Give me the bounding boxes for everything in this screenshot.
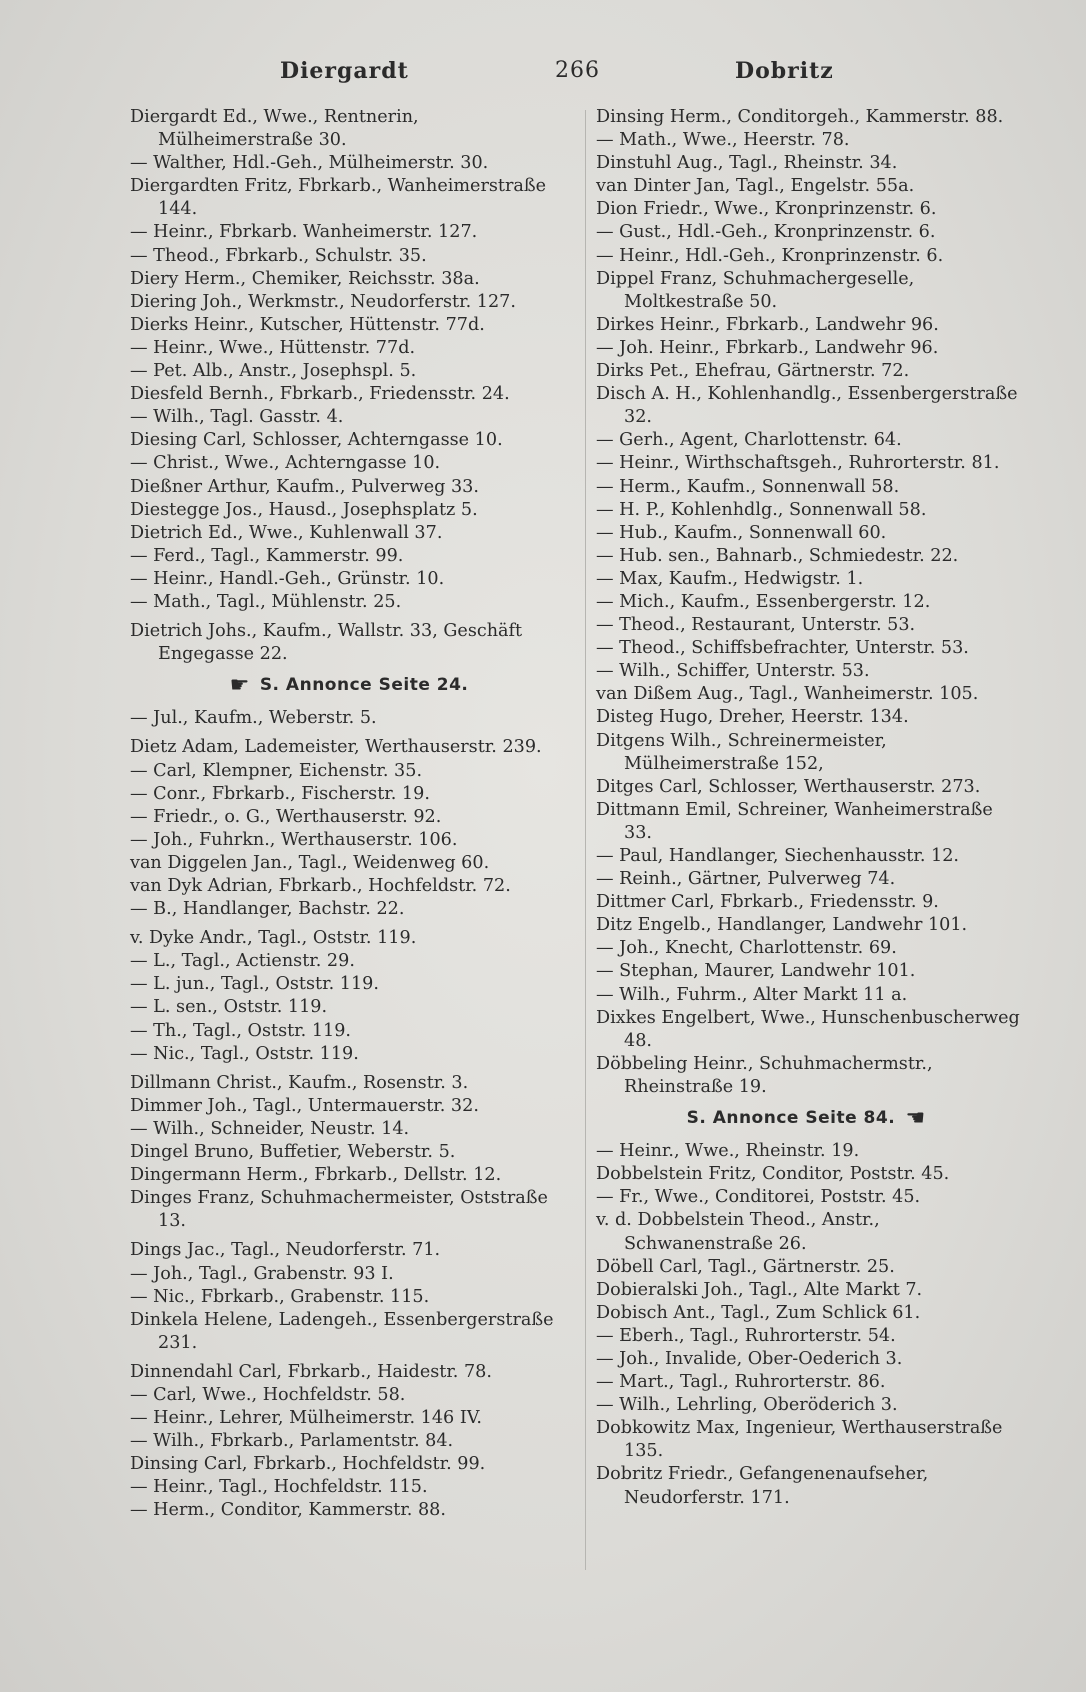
- directory-entry: Dinkela Helene, Ladengeh., Essenbergerstraße 231.: [130, 1309, 554, 1353]
- header-left-keyword: Diergardt: [280, 58, 409, 84]
- directory-entry: van Diggelen Jan., Tagl., Weidenweg 60.: [130, 852, 490, 873]
- page-header: [130, 58, 1026, 98]
- directory-entry: — Gust., Hdl.-Geh., Kronprinzenstr. 6.: [596, 222, 936, 243]
- directory-entry: — Gerh., Agent, Charlottenstr. 64.: [596, 430, 902, 451]
- directory-entry: — Heinr., Hdl.-Geh., Kronprinzenstr. 6.: [596, 245, 944, 266]
- directory-entry: Dixkes Engelbert, Wwe., Hunschenbuscherweg 48.: [596, 1007, 1020, 1051]
- annonce-reference: [596, 1107, 1026, 1130]
- directory-entry: Diesing Carl, Schlosser, Achterngasse 10.: [130, 430, 503, 451]
- directory-entry: — Herm., Kaufm., Sonnenwall 58.: [596, 476, 900, 497]
- directory-entry: Dobieralski Joh., Tagl., Alte Markt 7.: [596, 1279, 923, 1300]
- directory-entry: Diesfeld Bernh., Fbrkarb., Friedensstr. 24.: [130, 384, 510, 405]
- directory-entry: — Eberh., Tagl., Ruhrorterstr. 54.: [596, 1325, 896, 1346]
- directory-entry: Dingermann Herm., Fbrkarb., Dellstr. 12.: [130, 1165, 502, 1186]
- directory-entry: Diery Herm., Chemiker, Reichsstr. 38a.: [130, 268, 480, 289]
- directory-entry: — L., Tagl., Actienstr. 29.: [130, 951, 355, 972]
- directory-entry: — Jul., Kaufm., Weberstr. 5.: [130, 708, 377, 729]
- directory-entry: Dingel Bruno, Buffetier, Weberstr. 5.: [130, 1142, 456, 1163]
- directory-entry: Dietrich Johs., Kaufm., Wallstr. 33, Geschäft Engegasse 22.: [130, 621, 523, 665]
- directory-entry: Dimmer Joh., Tagl., Untermauerstr. 32.: [130, 1095, 479, 1116]
- directory-entry: — Joh., Tagl., Grabenstr. 93 I.: [130, 1263, 394, 1284]
- directory-entry: — Herm., Conditor, Kammerstr. 88.: [130, 1500, 446, 1521]
- directory-entry: — Heinr., Fbrkarb. Wanheimerstr. 127.: [130, 222, 478, 243]
- directory-entry: — L. jun., Tagl., Oststr. 119.: [130, 974, 379, 995]
- directory-entry: — Mich., Kaufm., Essenbergerstr. 12.: [596, 591, 931, 612]
- directory-entry: — H. P., Kohlenhdlg., Sonnenwall 58.: [596, 499, 927, 520]
- directory-entry: — Math., Tagl., Mühlenstr. 25.: [130, 591, 402, 612]
- annonce-reference: [130, 674, 558, 697]
- directory-entry: — Carl, Klempner, Eichenstr. 35.: [130, 760, 423, 781]
- directory-entry: Dobisch Ant., Tagl., Zum Schlick 61.: [596, 1302, 921, 1323]
- directory-entry: — Stephan, Maurer, Landwehr 101.: [596, 961, 916, 982]
- directory-entry: v. d. Dobbelstein Theod., Anstr., Schwanenstraße 26.: [596, 1210, 880, 1254]
- directory-entry: — L. sen., Oststr. 119.: [130, 997, 328, 1018]
- directory-entry: — Theod., Schiffsbefrachter, Unterstr. 53.: [596, 638, 969, 659]
- pointing-hand-icon: ☛: [229, 673, 250, 699]
- directory-entry: — Joh., Fuhrkn., Werthauserstr. 106.: [130, 829, 458, 850]
- pointing-hand-icon: ☛: [905, 1106, 926, 1132]
- directory-entry: Ditges Carl, Schlosser, Werthauserstr. 273.: [596, 776, 981, 797]
- right-column: [596, 106, 1026, 1510]
- column-divider: [585, 110, 586, 1570]
- directory-entry: — Heinr., Lehrer, Mülheimerstr. 146 IV.: [130, 1408, 483, 1429]
- directory-entry: — Wilh., Schneider, Neustr. 14.: [130, 1118, 410, 1139]
- directory-entry: Döbbeling Heinr., Schuhmachermstr., Rheinstraße 19.: [596, 1053, 933, 1097]
- directory-entry: — B., Handlanger, Bachstr. 22.: [130, 899, 405, 920]
- directory-entry: — Wilh., Schiffer, Unterstr. 53.: [596, 661, 870, 682]
- directory-entry: — Heinr., Handl.-Geh., Grünstr. 10.: [130, 568, 445, 589]
- directory-entry: Diergardten Fritz, Fbrkarb., Wanheimerstraße 144.: [130, 176, 547, 220]
- directory-entry: — Heinr., Tagl., Hochfeldstr. 115.: [130, 1477, 428, 1498]
- directory-entry: Dippel Franz, Schuhmachergeselle, Moltkestraße 50.: [596, 268, 915, 312]
- directory-entry: — Walther, Hdl.-Geh., Mülheimerstr. 30.: [130, 153, 489, 174]
- directory-entry: — Wilh., Lehrling, Oberöderich 3.: [596, 1395, 898, 1416]
- directory-entry: — Theod., Restaurant, Unterstr. 53.: [596, 615, 916, 636]
- directory-entry: Dirkes Heinr., Fbrkarb., Landwehr 96.: [596, 314, 939, 335]
- directory-entry: — Carl, Wwe., Hochfeldstr. 58.: [130, 1384, 406, 1405]
- directory-entry: Dinges Franz, Schuhmachermeister, Oststraße 13.: [130, 1188, 548, 1232]
- directory-entry: Dinsing Carl, Fbrkarb., Hochfeldstr. 99.: [130, 1454, 486, 1475]
- directory-entry: Dobbelstein Fritz, Conditor, Poststr. 45.: [596, 1164, 950, 1185]
- directory-entry: — Hub. sen., Bahnarb., Schmiedestr. 22.: [596, 545, 959, 566]
- directory-entry: v. Dyke Andr., Tagl., Oststr. 119.: [130, 928, 417, 949]
- directory-entry: — Wilh., Fuhrm., Alter Markt 11 a.: [596, 984, 908, 1005]
- directory-entry: Dinstuhl Aug., Tagl., Rheinstr. 34.: [596, 153, 898, 174]
- directory-entry: — Paul, Handlanger, Siechenhausstr. 12.: [596, 846, 960, 866]
- directory-entry: — Joh., Invalide, Ober-Oederich 3.: [596, 1348, 903, 1369]
- directory-entry: Dittmann Emil, Schreiner, Wanheimerstraße 33.: [596, 799, 993, 843]
- directory-entry: — Fr., Wwe., Conditorei, Poststr. 45.: [596, 1187, 921, 1208]
- annonce-text: S. Annonce Seite 84.: [686, 1108, 896, 1129]
- directory-entry: — Joh. Heinr., Fbrkarb., Landwehr 96.: [596, 337, 939, 358]
- directory-entry: Diering Joh., Werkmstr., Neudorferstr. 127.: [130, 291, 516, 312]
- directory-entry: — Theod., Fbrkarb., Schulstr. 35.: [130, 245, 427, 266]
- directory-entry: — Wilh., Fbrkarb., Parlamentstr. 84.: [130, 1431, 454, 1452]
- directory-entry: — Heinr., Wirthschaftsgeh., Ruhrorterstr. 81.: [596, 453, 1000, 474]
- directory-entry: van Dinter Jan, Tagl., Engelstr. 55a.: [596, 176, 915, 197]
- page-number: 266: [555, 58, 600, 83]
- directory-entry: — Heinr., Wwe., Rheinstr. 19.: [596, 1141, 860, 1162]
- directory-entry: Dobkowitz Max, Ingenieur, Werthauserstraße 135.: [596, 1418, 1003, 1462]
- directory-entry: — Friedr., o. G., Werthauserstr. 92.: [130, 806, 442, 827]
- directory-entry: van Dißem Aug., Tagl., Wanheimerstr. 105.: [596, 684, 979, 705]
- directory-entry: — Wilh., Tagl. Gasstr. 4.: [130, 407, 344, 428]
- directory-entry: van Dyk Adrian, Fbrkarb., Hochfeldstr. 72.: [130, 876, 511, 896]
- directory-entry: — Ferd., Tagl., Kammerstr. 99.: [130, 545, 404, 566]
- directory-entry: — Joh., Knecht, Charlottenstr. 69.: [596, 938, 897, 959]
- directory-entry: Döbell Carl, Tagl., Gärtnerstr. 25.: [596, 1256, 895, 1277]
- directory-entry: Ditz Engelb., Handlanger, Landwehr 101.: [596, 915, 968, 936]
- directory-entry: — Nic., Tagl., Oststr. 119.: [130, 1043, 359, 1064]
- directory-entry: Dinsing Herm., Conditorgeh., Kammerstr. 88.: [596, 107, 1004, 127]
- directory-entry: Dierks Heinr., Kutscher, Hüttenstr. 77d.: [130, 314, 485, 335]
- left-column: [130, 106, 558, 1523]
- directory-entry: Dirks Pet., Ehefrau, Gärtnerstr. 72.: [596, 361, 910, 382]
- directory-entry: — Conr., Fbrkarb., Fischerstr. 19.: [130, 783, 430, 804]
- directory-entry: — Nic., Fbrkarb., Grabenstr. 115.: [130, 1286, 430, 1307]
- directory-entry: Ditgens Wilh., Schreinermeister, Mülheimerstraße 152,: [596, 730, 887, 774]
- header-right-keyword: Dobritz: [735, 58, 834, 84]
- directory-entry: — Reinh., Gärtner, Pulverweg 74.: [596, 869, 896, 890]
- directory-entry: — Pet. Alb., Anstr., Josephspl. 5.: [130, 361, 417, 382]
- directory-entry: Dittmer Carl, Fbrkarb., Friedensstr. 9.: [596, 892, 939, 913]
- directory-entry: Dietz Adam, Lademeister, Werthauserstr. 239.: [130, 737, 542, 758]
- directory-entry: Dobritz Friedr., Gefangenenaufseher, Neudorferstr. 171.: [596, 1464, 929, 1508]
- directory-entry: Disteg Hugo, Dreher, Heerstr. 134.: [596, 707, 909, 728]
- directory-entry: Dinnendahl Carl, Fbrkarb., Haidestr. 78.: [130, 1361, 492, 1382]
- directory-entry: Disch A. H., Kohlenhandlg., Essenbergerstraße 32.: [596, 384, 1018, 428]
- directory-entry: Diergardt Ed., Wwe., Rentnerin, Mülheimerstraße 30.: [130, 107, 419, 151]
- annonce-text: S. Annonce Seite 24.: [259, 675, 469, 696]
- directory-entry: Diestegge Jos., Hausd., Josephsplatz 5.: [130, 499, 478, 520]
- directory-entry: — Hub., Kaufm., Sonnenwall 60.: [596, 522, 887, 543]
- directory-entry: Dion Friedr., Wwe., Kronprinzenstr. 6.: [596, 199, 937, 220]
- directory-entry: Dießner Arthur, Kaufm., Pulverweg 33.: [130, 476, 479, 497]
- directory-entry: Dietrich Ed., Wwe., Kuhlenwall 37.: [130, 522, 443, 543]
- directory-entry: — Heinr., Wwe., Hüttenstr. 77d.: [130, 337, 416, 358]
- directory-entry: Dings Jac., Tagl., Neudorferstr. 71.: [130, 1240, 441, 1261]
- directory-entry: — Math., Wwe., Heerstr. 78.: [596, 130, 850, 151]
- directory-entry: — Mart., Tagl., Ruhrorterstr. 86.: [596, 1372, 886, 1393]
- directory-entry: Dillmann Christ., Kaufm., Rosenstr. 3.: [130, 1072, 469, 1093]
- directory-entry: — Th., Tagl., Oststr. 119.: [130, 1020, 352, 1041]
- directory-entry: — Christ., Wwe., Achterngasse 10.: [130, 453, 441, 474]
- directory-entry: — Max, Kaufm., Hedwigstr. 1.: [596, 568, 864, 589]
